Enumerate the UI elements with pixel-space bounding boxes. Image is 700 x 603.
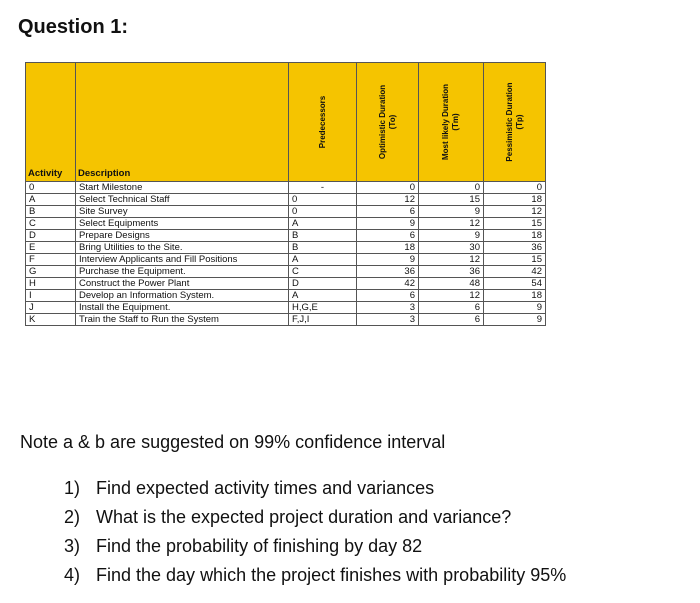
cell-description: Purchase the Equipment. (76, 266, 289, 278)
table-row (26, 218, 546, 230)
cell-predecessors: D (289, 278, 357, 290)
cell-optimistic: 6 (357, 230, 419, 242)
cell-most-likely: 6 (419, 314, 484, 326)
table-row (26, 314, 546, 326)
cell-most-likely: 30 (419, 242, 484, 254)
header-most-likely-symbol: (Tm) (451, 113, 460, 131)
question-item (0, 476, 566, 505)
cell-pessimistic: 18 (484, 230, 546, 242)
header-predecessors-label: Predecessors (317, 95, 327, 149)
cell-optimistic: 6 (357, 290, 419, 302)
cell-most-likely: 12 (419, 290, 484, 302)
question-number: 2) (64, 507, 81, 527)
cell-optimistic: 6 (357, 206, 419, 218)
header-optimistic-symbol: (To) (387, 114, 397, 130)
cell-description: Site Survey (76, 206, 289, 218)
cell-activity: J (26, 302, 76, 314)
question-number: 4) (64, 565, 81, 585)
cell-most-likely: 12 (419, 254, 484, 266)
cell-optimistic: 42 (357, 278, 419, 290)
table-row (26, 266, 546, 278)
cell-optimistic: 3 (357, 302, 419, 314)
header-optimistic (357, 63, 419, 182)
header-most-likely (419, 63, 484, 182)
cell-optimistic: 3 (357, 314, 419, 326)
question-text: Find expected activity times and variances (96, 478, 435, 498)
table-row (26, 302, 546, 314)
activity-table (25, 62, 546, 326)
cell-description: Start Milestone (76, 182, 289, 194)
cell-description: Develop an Information System. (76, 290, 289, 302)
cell-predecessors: F,J,I (289, 314, 357, 326)
table-body (26, 182, 546, 326)
cell-optimistic: 9 (357, 218, 419, 230)
cell-pessimistic: 36 (484, 242, 546, 254)
cell-pessimistic: 54 (484, 278, 546, 290)
cell-most-likely: 12 (419, 218, 484, 230)
table-row (26, 206, 546, 218)
question-item (0, 534, 566, 563)
cell-most-likely: 15 (419, 194, 484, 206)
cell-activity: F (26, 254, 76, 266)
header-predecessors (289, 63, 357, 182)
cell-pessimistic: 18 (484, 194, 546, 206)
cell-predecessors: A (289, 290, 357, 302)
cell-activity: D (26, 230, 76, 242)
cell-most-likely: 9 (419, 206, 484, 218)
cell-optimistic: 12 (357, 194, 419, 206)
cell-predecessors: 0 (289, 206, 357, 218)
cell-description: Install the Equipment. (76, 302, 289, 314)
cell-predecessors: - (289, 182, 357, 194)
header-pessimistic-label: Pessimistic Duration (504, 82, 514, 162)
cell-most-likely: 48 (419, 278, 484, 290)
header-optimistic-label: Optimistic Duration (377, 84, 387, 160)
table-row (26, 242, 546, 254)
question-item (0, 563, 566, 592)
header-most-likely-label: Most likely Duration (441, 83, 450, 161)
header-description: Description (76, 63, 289, 182)
cell-most-likely: 6 (419, 302, 484, 314)
cell-predecessors: B (289, 242, 357, 254)
cell-activity: E (26, 242, 76, 254)
question-number: 3) (64, 536, 81, 556)
cell-most-likely: 9 (419, 230, 484, 242)
question-text: Find the probability of finishing by day 82 (96, 536, 423, 556)
question-number: 1) (64, 478, 81, 498)
question-text: What is the expected project duration and variance? (96, 507, 512, 527)
cell-pessimistic: 9 (484, 302, 546, 314)
cell-pessimistic: 42 (484, 266, 546, 278)
cell-optimistic: 0 (357, 182, 419, 194)
cell-activity: K (26, 314, 76, 326)
table-row (26, 182, 546, 194)
cell-pessimistic: 15 (484, 218, 546, 230)
cell-activity: H (26, 278, 76, 290)
cell-activity: C (26, 218, 76, 230)
cell-pessimistic: 12 (484, 206, 546, 218)
table-row (26, 290, 546, 302)
confidence-note: Note a & b are suggested on 99% confidence interval (20, 432, 446, 452)
question-text: Find the day which the project finishes with probability 95% (96, 565, 567, 585)
cell-predecessors: 0 (289, 194, 357, 206)
cell-description: Select Equipments (76, 218, 289, 230)
question-heading: Question 1: (18, 16, 129, 38)
cell-pessimistic: 18 (484, 290, 546, 302)
cell-activity: G (26, 266, 76, 278)
cell-activity: B (26, 206, 76, 218)
cell-description: Train the Staff to Run the System (76, 314, 289, 326)
cell-activity: A (26, 194, 76, 206)
cell-predecessors: A (289, 254, 357, 266)
cell-activity: I (26, 290, 76, 302)
cell-description: Construct the Power Plant (76, 278, 289, 290)
cell-predecessors: B (289, 230, 357, 242)
header-pessimistic (484, 63, 546, 182)
table-row (26, 278, 546, 290)
cell-description: Prepare Designs (76, 230, 289, 242)
question-list (0, 476, 566, 592)
question-item (0, 505, 566, 534)
cell-predecessors: A (289, 218, 357, 230)
header-pessimistic-symbol: (Tp) (514, 114, 524, 130)
cell-description: Bring Utilities to the Site. (76, 242, 289, 254)
cell-activity: 0 (26, 182, 76, 194)
cell-description: Select Technical Staff (76, 194, 289, 206)
cell-pessimistic: 0 (484, 182, 546, 194)
header-activity: Activity (26, 63, 76, 182)
cell-optimistic: 36 (357, 266, 419, 278)
cell-predecessors: H,G,E (289, 302, 357, 314)
cell-optimistic: 9 (357, 254, 419, 266)
table-row (26, 194, 546, 206)
cell-most-likely: 0 (419, 182, 484, 194)
cell-description: Interview Applicants and Fill Positions (76, 254, 289, 266)
table-row (26, 230, 546, 242)
table-row (26, 254, 546, 266)
cell-pessimistic: 15 (484, 254, 546, 266)
cell-predecessors: C (289, 266, 357, 278)
cell-optimistic: 18 (357, 242, 419, 254)
table-header-row (26, 63, 546, 182)
cell-most-likely: 36 (419, 266, 484, 278)
cell-pessimistic: 9 (484, 314, 546, 326)
